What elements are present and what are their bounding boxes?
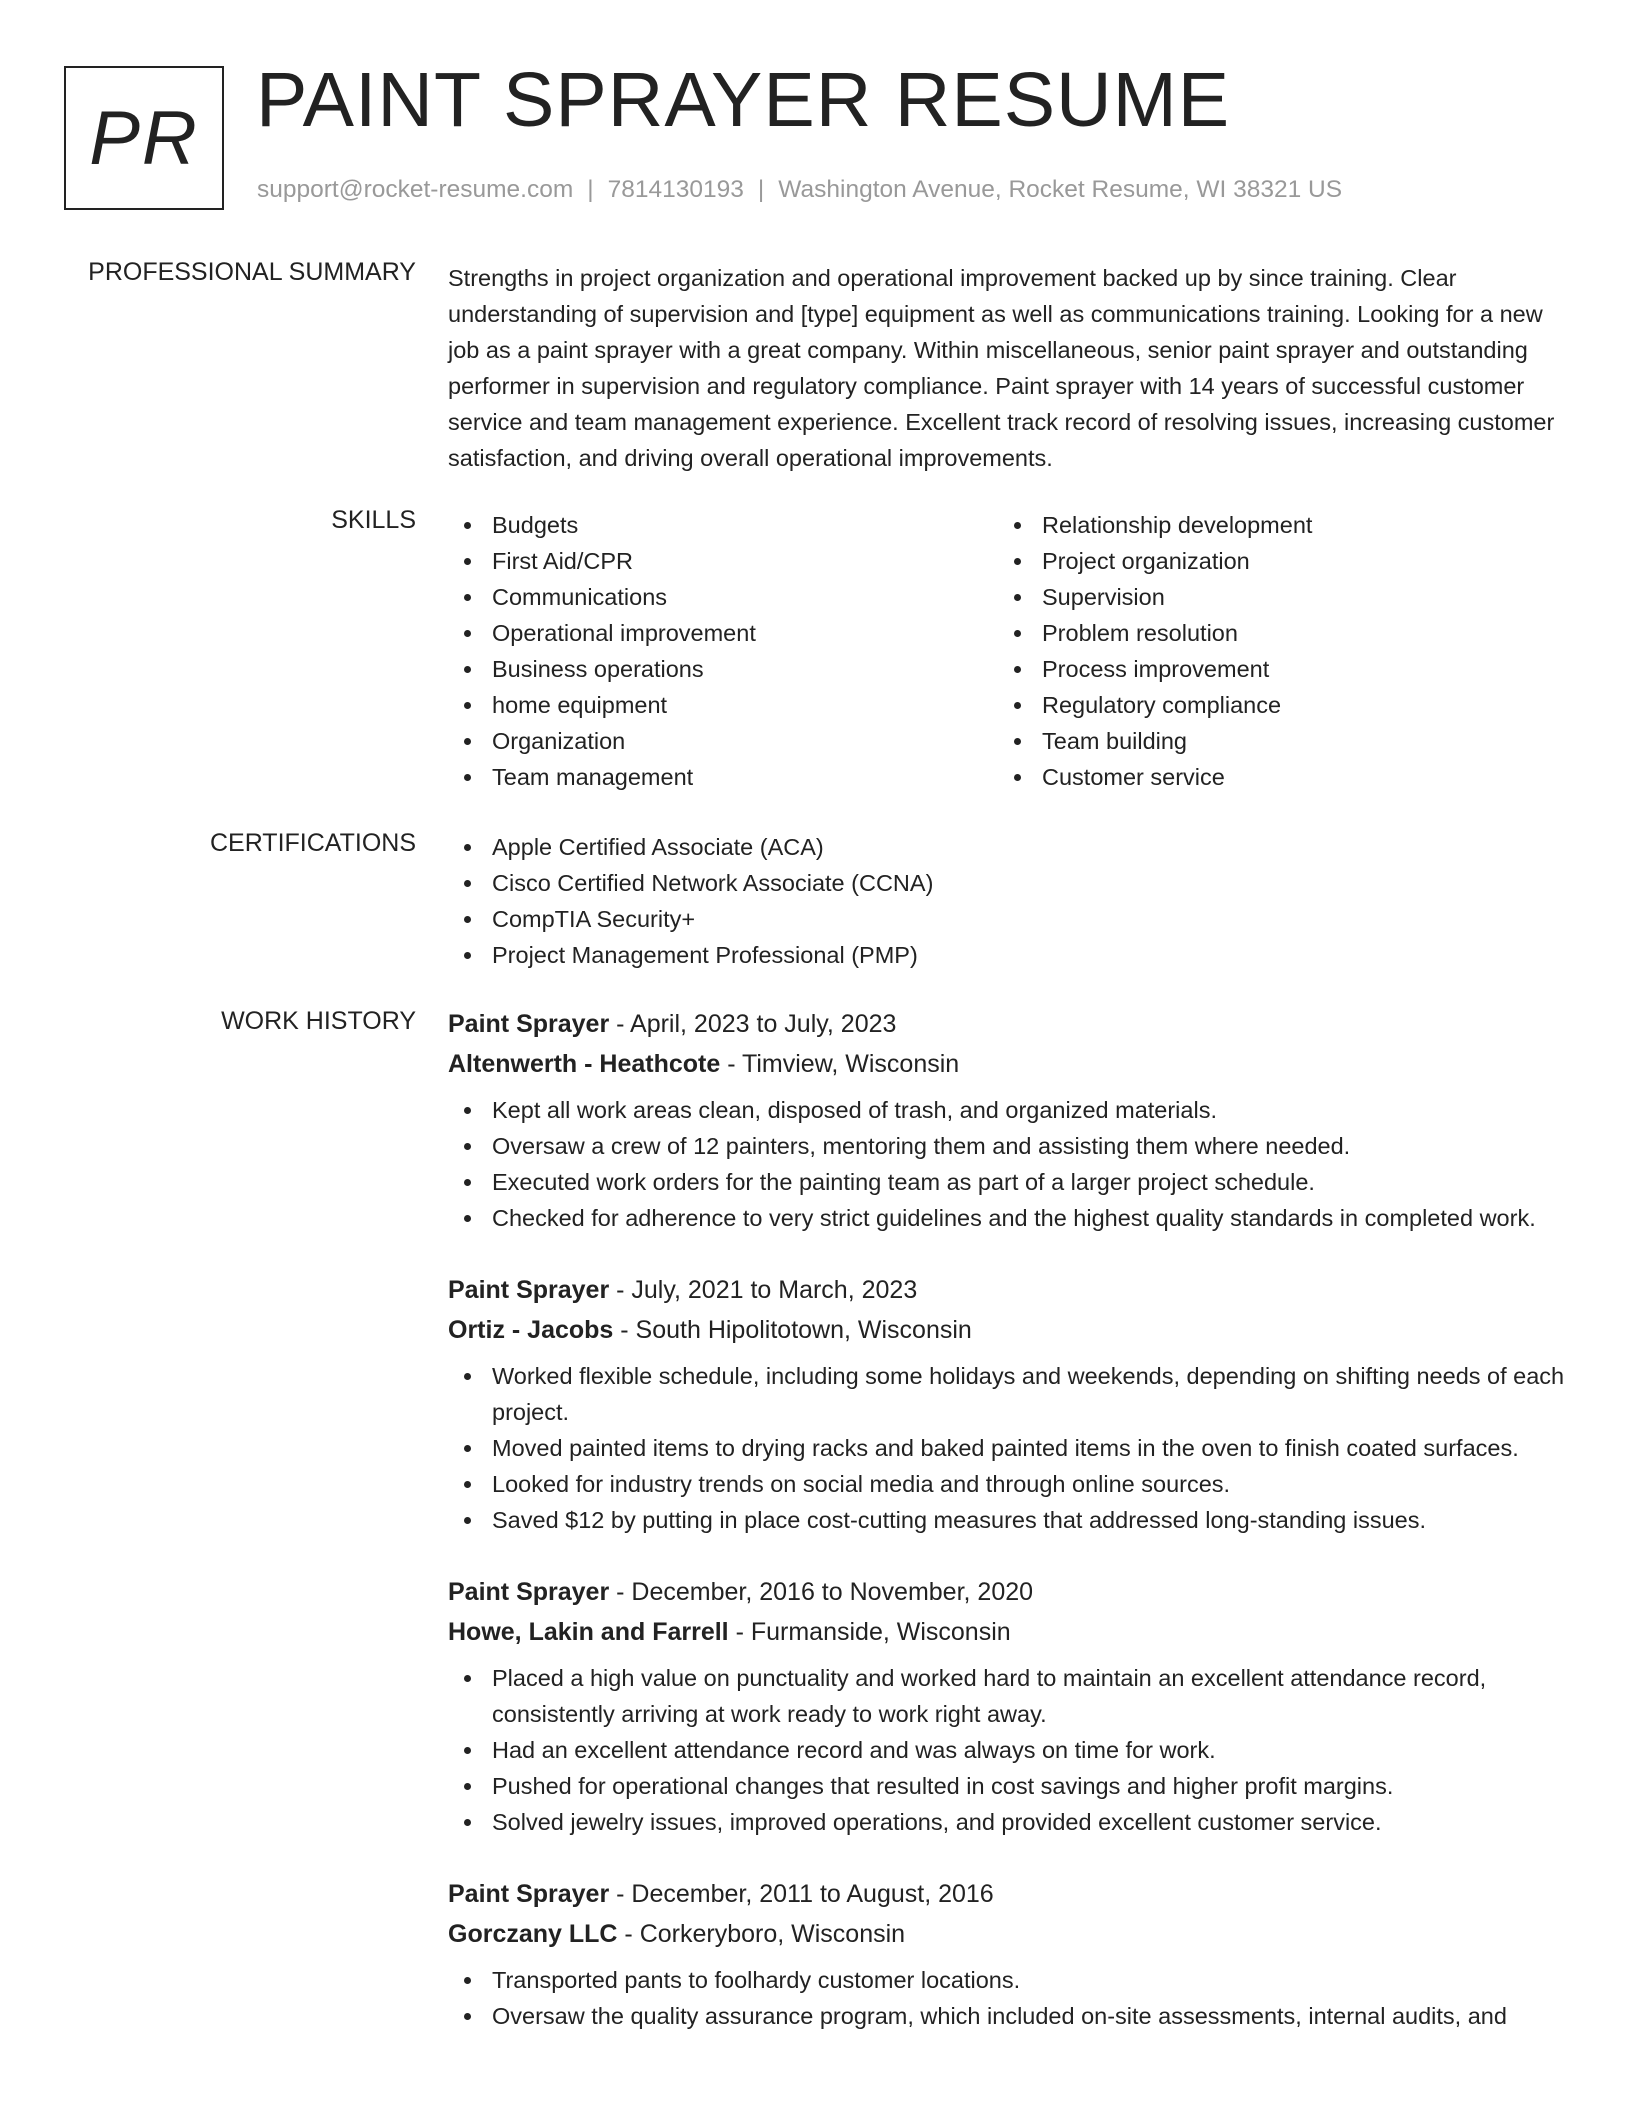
job-duty: Saved $12 by putting in place cost-cutting measures that addressed long-standing issues.	[448, 1502, 1568, 1538]
certification-item: CompTIA Security+	[448, 901, 1568, 937]
section-label-skills: SKILLS	[331, 506, 416, 534]
skill-item: Budgets	[448, 507, 998, 543]
skills-grid	[448, 507, 1568, 795]
job-location: South Hipolitotown, Wisconsin	[635, 1316, 972, 1344]
job-dates: July, 2021 to March, 2023	[631, 1276, 918, 1304]
job-title-line: Paint Sprayer - December, 2011 to August, 2016	[448, 1880, 994, 1908]
skill-item: Supervision	[998, 579, 1548, 615]
work-history-section	[448, 1004, 1568, 2068]
job-dates: December, 2016 to November, 2020	[631, 1578, 1034, 1606]
job-duty: Oversaw the quality assurance program, which included on-site assessments, internal audits, and	[448, 1998, 1568, 2034]
skill-item: Operational improvement	[448, 615, 998, 651]
job-duty: Oversaw a crew of 12 painters, mentoring them and assisting them where needed.	[448, 1128, 1568, 1164]
job-location: Corkeryboro, Wisconsin	[639, 1920, 906, 1948]
job-entry	[448, 1270, 1568, 1538]
job-title: Paint Sprayer	[448, 1276, 610, 1304]
job-company-line: Howe, Lakin and Farrell - Furmanside, Wisconsin	[448, 1618, 1011, 1646]
job-location: Furmanside, Wisconsin	[750, 1618, 1011, 1646]
job-duty: Kept all work areas clean, disposed of trash, and organized materials.	[448, 1092, 1568, 1128]
job-duty: Solved jewelry issues, improved operations, and provided excellent customer service.	[448, 1804, 1568, 1840]
certification-item: Apple Certified Associate (ACA)	[448, 829, 1568, 865]
contact-phone: 7814130193	[607, 176, 744, 203]
skill-item: Customer service	[998, 759, 1548, 795]
job-duties	[448, 1660, 1568, 1840]
job-company: Altenwerth - Heathcote	[448, 1050, 721, 1078]
job-company-line: Altenwerth - Heathcote - Timview, Wisconsin	[448, 1050, 960, 1078]
skill-item: Relationship development	[998, 507, 1548, 543]
contact-address: Washington Avenue, Rocket Resume, WI 38321 US	[778, 176, 1343, 203]
contact-email: support@rocket-resume.com	[257, 176, 574, 203]
job-duties	[448, 1358, 1568, 1538]
job-company: Howe, Lakin and Farrell	[448, 1618, 729, 1646]
contact-separator: |	[757, 176, 765, 203]
skill-item: Process improvement	[998, 651, 1548, 687]
job-duty: Worked flexible schedule, including some holidays and weekends, depending on shifting needs of each project.	[448, 1358, 1568, 1430]
contact-separator: |	[587, 176, 594, 203]
job-duties	[448, 1092, 1568, 1236]
job-dates: April, 2023 to July, 2023	[630, 1010, 897, 1038]
job-company: Gorczany LLC	[448, 1920, 618, 1948]
job-title: Paint Sprayer	[448, 1880, 610, 1908]
job-company-line: Ortiz - Jacobs - South Hipolitotown, Wisconsin	[448, 1316, 972, 1344]
job-title-line: Paint Sprayer - April, 2023 to July, 2023	[448, 1010, 897, 1038]
job-duty: Executed work orders for the painting team as part of a larger project schedule.	[448, 1164, 1568, 1200]
job-title: Paint Sprayer	[448, 1578, 610, 1606]
job-company-line: Gorczany LLC - Corkeryboro, Wisconsin	[448, 1920, 906, 1948]
section-label-certifications: CERTIFICATIONS	[209, 829, 416, 857]
skills-section	[448, 507, 1568, 795]
certification-item: Cisco Certified Network Associate (CCNA)	[448, 865, 1568, 901]
skills-list-right	[998, 507, 1548, 795]
job-duty: Checked for adherence to very strict guidelines and the highest quality standards in completed work.	[448, 1200, 1568, 1236]
contact-line	[257, 176, 1342, 204]
job-entry	[448, 1572, 1568, 1840]
skill-item: Business operations	[448, 651, 998, 687]
job-duty: Looked for industry trends on social media and through online sources.	[448, 1466, 1568, 1502]
job-duty: Transported pants to foolhardy customer locations.	[448, 1962, 1568, 1998]
job-duty: Moved painted items to drying racks and baked painted items in the oven to finish coated surfaces.	[448, 1430, 1568, 1466]
skill-item: Organization	[448, 723, 998, 759]
section-label-work-history: WORK HISTORY	[221, 1007, 416, 1035]
skill-item: Communications	[448, 579, 998, 615]
job-duty: Placed a high value on punctuality and worked hard to maintain an excellent attendance record, consistently arriving at work ready to work right away.	[448, 1660, 1568, 1732]
skills-list-left	[448, 507, 998, 795]
certification-item: Project Management Professional (PMP)	[448, 937, 1568, 973]
job-entry	[448, 1004, 1568, 1236]
job-duty: Pushed for operational changes that resulted in cost savings and higher profit margins.	[448, 1768, 1568, 1804]
job-entry	[448, 1874, 1568, 2034]
skill-item: Problem resolution	[998, 615, 1548, 651]
job-duty: Had an excellent attendance record and was always on time for work.	[448, 1732, 1568, 1768]
summary-text: Strengths in project organization and operational improvement backed up by since training. Clear understanding of supervision and [type] equipment as well as communications training. Looking for a new job as a paint sprayer with a great company. Within miscellaneous, senior paint sprayer and outstanding performer in supervision and regulatory compliance. Paint sprayer with 14 years of successful customer service and team management experience. Excellent track record of resolving issues, increasing customer satisfaction, and driving overall operational improvements.	[448, 265, 1555, 471]
certifications-list	[448, 829, 1568, 973]
skill-item: home equipment	[448, 687, 998, 723]
skill-item: First Aid/CPR	[448, 543, 998, 579]
job-dates: December, 2011 to August, 2016	[631, 1880, 994, 1908]
skill-item: Regulatory compliance	[998, 687, 1548, 723]
job-title-line: Paint Sprayer - December, 2016 to November, 2020	[448, 1578, 1034, 1606]
resume-title: PAINT SPRAYER RESUME	[256, 57, 1231, 143]
job-location: Timview, Wisconsin	[742, 1050, 960, 1078]
monogram-initials: PR	[89, 95, 199, 181]
job-company: Ortiz - Jacobs	[448, 1316, 614, 1344]
job-title-line: Paint Sprayer - July, 2021 to March, 2023	[448, 1276, 918, 1304]
skill-item: Project organization	[998, 543, 1548, 579]
monogram-box	[64, 66, 224, 210]
skill-item: Team building	[998, 723, 1548, 759]
section-label-summary: PROFESSIONAL SUMMARY	[88, 258, 416, 286]
skill-item: Team management	[448, 759, 998, 795]
job-duties	[448, 1962, 1568, 2034]
certifications-section	[448, 829, 1568, 973]
job-title: Paint Sprayer	[448, 1010, 610, 1038]
